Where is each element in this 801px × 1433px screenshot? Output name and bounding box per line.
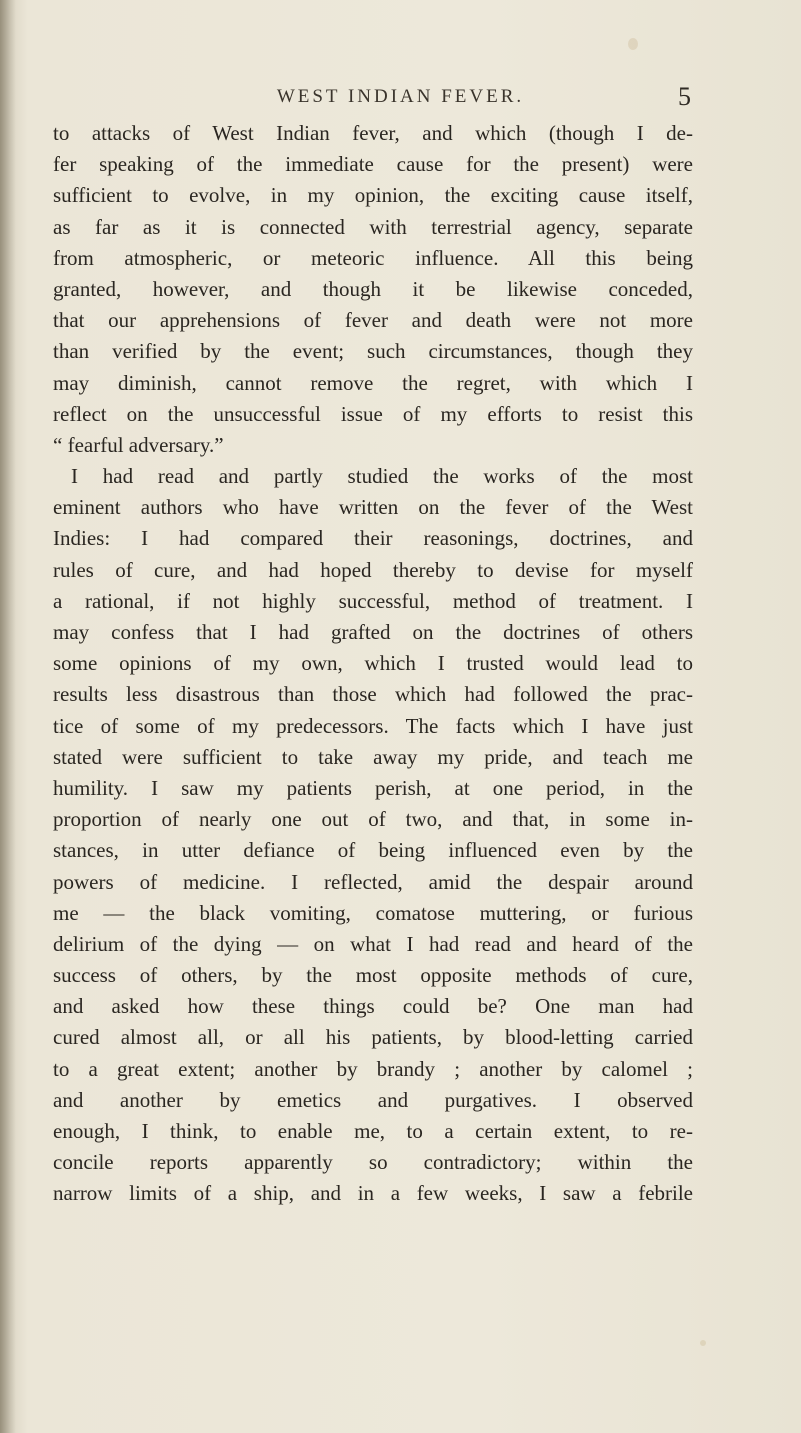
foxing-spot — [700, 1340, 706, 1346]
text-line: as far as it is connected with terrestrial agency, separate — [53, 214, 693, 239]
text-line: powers of medicine. I reflected, amid the despair around — [53, 869, 693, 894]
text-line: “ fearful adversary.” — [53, 432, 224, 457]
text-line: proportion of nearly one out of two, and that, in some in- — [53, 807, 693, 832]
text-line: may confess that I had grafted on the doctrines of others — [53, 620, 693, 644]
foxing-spot — [628, 38, 638, 50]
text-line: may diminish, cannot remove the regret, with which I — [53, 370, 693, 395]
text-line: granted, however, and though it be likewise conceded, — [53, 276, 693, 301]
text-line: and another by emetics and purgatives. I observed — [53, 1087, 693, 1112]
text-line: Indies: I had compared their reasonings, doctrines, and — [53, 526, 693, 551]
text-line: humility. I saw my patients perish, at one period, in the — [53, 775, 693, 800]
text-line: delirium of the dying — on what I had read and heard of the — [53, 931, 693, 956]
text-line: eminent authors who have written on the fever of the West — [53, 495, 693, 520]
text-line: reflect on the unsuccessful issue of my efforts to resist this — [53, 401, 693, 426]
body-text — [53, 118, 693, 1210]
text-line: I had read and partly studied the works of the most — [71, 464, 693, 489]
text-line: a rational, if not highly successful, method of treatment. I — [53, 588, 693, 613]
text-line: stated were sufficient to take away my pride, and teach me — [53, 744, 693, 769]
text-line: enough, I think, to enable me, to a certain extent, to re- — [53, 1119, 693, 1143]
text-line: than verified by the event; such circumstances, though they — [53, 339, 693, 364]
page-number: 5 — [678, 82, 691, 111]
text-line: cured almost all, or all his patients, by blood-letting carried — [53, 1025, 693, 1050]
text-line: results less disastrous than those which had followed the prac- — [53, 682, 693, 707]
text-line: to a great extent; another by brandy ; another by calomel ; — [53, 1056, 693, 1081]
text-line: and asked how these things could be? One man had — [53, 994, 693, 1019]
text-line: success of others, by the most opposite methods of cure, — [53, 963, 693, 988]
running-title: WEST INDIAN FEVER. — [276, 86, 525, 107]
text-line: narrow limits of a ship, and in a few weeks, I saw a febrile — [53, 1181, 693, 1206]
text-line: sufficient to evolve, in my opinion, the exciting cause itself, — [53, 183, 693, 208]
text-line: some opinions of my own, which I trusted would lead to — [53, 651, 693, 676]
text-line: rules of cure, and had hoped thereby to devise for myself — [53, 557, 693, 582]
text-line: stances, in utter defiance of being influenced even by the — [53, 838, 693, 863]
running-head — [0, 82, 801, 116]
gutter-shadow — [0, 0, 16, 1433]
text-line: from atmospheric, or meteoric influence. All this being — [53, 245, 693, 270]
text-line: that our apprehensions of fever and death were not more — [53, 308, 693, 333]
text-line: to attacks of West Indian fever, and which (though I de- — [53, 121, 693, 145]
text-line: tice of some of my predecessors. The facts which I have just — [53, 713, 693, 738]
text-line: concile reports apparently so contradictory; within the — [53, 1150, 693, 1175]
text-line: fer speaking of the immediate cause for the present) were — [53, 152, 693, 177]
text-line: me — the black vomiting, comatose muttering, or furious — [53, 900, 693, 925]
